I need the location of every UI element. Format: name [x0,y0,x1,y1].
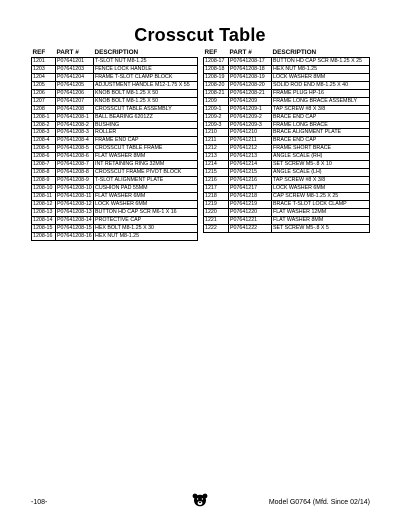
part-number-cell: P07641208-8 [56,169,94,177]
ref-cell: 1207 [32,97,56,105]
part-number-cell: P07641219 [229,200,272,208]
description-cell: ANGLE SCALE (RH) [272,153,370,161]
part-number-cell: P07641222 [229,224,272,232]
header-row [32,49,198,58]
table-row [32,89,198,97]
description-cell: FLAT WASHER 8MM [94,153,198,161]
table-row [204,113,370,121]
table-row [32,177,198,185]
ref-cell: 1208-4 [32,137,56,145]
table-row [32,153,198,161]
table-row [32,58,198,66]
description-cell: FLAT WASHER 6MM [94,192,198,200]
description-cell: CUSHION PAD 55MM [94,185,198,193]
description-cell: FENCE LOCK HANDLE [94,65,198,73]
description-header: DESCRIPTION [272,49,317,56]
description-cell: INT RETAINING RING 32MM [94,161,198,169]
ref-cell: 1208-9 [32,177,56,185]
part-number-cell: P07641206 [56,89,94,97]
part-number-cell: P07641208-21 [229,89,272,97]
part-number-cell: P07641208-19 [229,73,272,81]
description-cell: SET SCREW M5-.8 X 10 [272,161,370,169]
description-header: DESCRIPTION [94,49,139,56]
ref-cell: 1213 [204,153,229,161]
part-number-cell: P07641208-7 [56,161,94,169]
part-number-cell: P07641208-4 [56,137,94,145]
part-number-cell: P07641214 [229,161,272,169]
ref-cell: 1211 [204,137,229,145]
ref-header: REF [32,49,46,56]
description-cell: CROSSCUT FRAME PIVOT BLOCK [94,169,198,177]
description-cell: HEX NUT M8-1.25 [272,65,370,73]
table-row [32,121,198,129]
parts-table-right [203,49,370,233]
description-cell: ROLLER [94,129,198,137]
table-row [204,137,370,145]
description-cell: HEX NUT M8-1.25 [94,232,198,240]
table-row [204,73,370,81]
table-row [32,73,198,81]
part-number-cell: P07641204 [56,73,94,81]
ref-cell: 1208-13 [32,208,56,216]
ref-cell: 1209-2 [204,113,229,121]
table-row [204,129,370,137]
bear-head-logo-icon [192,493,208,507]
ref-cell: 1208-8 [32,169,56,177]
ref-cell: 1208-3 [32,129,56,137]
description-cell: BALL BEARING 6201ZZ [94,113,198,121]
part-number-cell: P07641208-10 [57,185,92,192]
description-cell: FRAME LONG BRACE ASSEMBLY [272,97,370,105]
table-row [32,169,198,177]
ref-cell: 1208-12 [32,200,56,208]
table-row [204,145,370,153]
table-row [204,58,370,66]
table-row [32,216,198,224]
table-row [32,232,198,240]
table-row [204,153,370,161]
description-cell: LOCK WASHER 6MM [94,200,198,208]
ref-cell: 1220 [204,208,229,216]
ref-cell: 1209-3 [204,121,229,129]
ref-cell: 1208-19 [204,73,229,81]
part-number-cell: P07641208-5 [56,145,94,153]
part-number-cell: P07641215 [229,169,272,177]
description-cell: BUTTON HD CAP SCR M6-1 X 16 [94,208,198,216]
parts-list-left [32,58,198,241]
part-number-cell: P07641220 [229,208,272,216]
model-info: Model G0764 (Mfd. Since 02/14) [268,499,370,506]
ref-cell: 1208 [32,105,56,113]
table-row [204,97,370,105]
part-header: PART # [229,49,252,56]
table-row [32,97,198,105]
ref-cell: 1203 [32,65,56,73]
description-cell: BRACE END CAP [272,137,370,145]
description-cell: LOCK WASHER 8MM [272,73,370,81]
part-number-cell: P07641208-20 [229,81,272,89]
ref-cell: 1208-20 [204,81,229,89]
ref-cell: 1208-2 [32,121,56,129]
part-number-cell: P07641208-14 [57,216,92,223]
part-number-cell: P07641218 [229,192,272,200]
table-row [204,89,370,97]
table-row [204,224,370,232]
ref-cell: 1219 [204,200,229,208]
description-cell: FRAME SHORT BRACE [272,145,370,153]
ref-cell: 1209-1 [204,105,229,113]
table-row [32,208,198,216]
description-cell: FRAME PLUG HP-16 [272,89,370,97]
part-number-cell: P07641208-3 [56,129,94,137]
table-row [204,200,370,208]
part-number-cell: P07641221 [229,216,272,224]
ref-cell: 1208-1 [32,113,56,121]
part-number-cell: P07641208-13 [57,208,92,215]
ref-cell: 1201 [32,58,56,66]
part-number-cell: P07641209 [229,97,272,105]
description-cell: FRAME LONG BRACE [272,121,370,129]
ref-cell: 1208-10 [32,185,56,193]
description-cell: PROTECTIVE CAP [94,216,198,224]
description-cell: CROSSCUT TABLE ASSEMBLY [94,105,198,113]
part-number-cell: P07641203 [56,65,94,73]
description-cell: CAP SCREW M8-1.25 X 25 [272,192,370,200]
description-cell: BUTTON HD CAP SCR M8-1.25 X 25 [272,58,370,66]
description-cell: LOCK WASHER 6MM [272,185,370,193]
table-row [204,65,370,73]
table-row [32,105,198,113]
description-cell: FLAT WASHER 12MM [272,208,370,216]
table-row [32,224,198,232]
part-number-cell: P07641217 [229,185,272,193]
description-cell: T-SLOT ALIGNMENT PLATE [94,177,198,185]
part-number-cell: P07641216 [229,177,272,185]
table-row [204,121,370,129]
part-number-cell: P07641208-9 [56,177,94,185]
table-row [204,185,370,193]
part-number-cell: P07641208-11 [56,192,94,200]
header-row [204,49,370,58]
table-row [204,169,370,177]
description-cell: FRAME END CAP [94,137,198,145]
description-cell: TAP SCREW #8 X 3/8 [272,177,370,185]
table-row [32,192,198,200]
part-number-cell: P07641209-2 [229,113,272,121]
description-cell: TAP SCREW #8 X 3/8 [272,105,370,113]
ref-cell: 1214 [204,161,229,169]
parts-table-left [31,49,198,241]
part-number-cell: P07641208-2 [56,121,94,129]
part-number-cell: P07641207 [56,97,94,105]
ref-cell: 1216 [204,177,229,185]
ref-cell: 1218 [204,192,229,200]
description-cell: BRACE T-SLOT LOCK CLAMP [272,200,370,208]
ref-cell: 1208-11 [32,192,56,200]
description-cell: KNOB BOLT M8-1.25 X 50 [94,97,198,105]
table-row [32,161,198,169]
ref-cell: 1209 [204,97,229,105]
part-header: PART # [56,49,79,56]
table-row [32,200,198,208]
ref-cell: 1221 [204,216,229,224]
ref-header: REF [204,49,218,56]
part-number-cell: P07641211 [229,137,272,145]
description-cell: KNOB BOLT M8-1.25 X 50 [94,89,198,97]
table-row [32,145,198,153]
description-cell: BUSHING [94,121,198,129]
ref-cell: 1208-6 [32,153,56,161]
part-number-cell: P07641201 [56,58,94,66]
ref-cell: 1208-15 [32,224,56,232]
parts-list-right [204,58,370,233]
description-cell: CROSSCUT TABLE FRAME [94,145,198,153]
part-number-cell: P07641208-18 [229,65,272,73]
page-number: -108- [31,499,48,506]
part-number-cell: P07641212 [229,145,272,153]
table-row [32,137,198,145]
part-number-cell: P07641208-1 [56,113,94,121]
table-row [204,192,370,200]
table-row [204,81,370,89]
table-row [204,216,370,224]
part-number-cell: P07641208 [56,105,94,113]
table-row [204,161,370,169]
ref-cell: 1204 [32,73,56,81]
description-cell: ADJUSTMENT HANDLE M12-1.75 X 55 [94,81,198,89]
table-row [32,113,198,121]
ref-cell: 1212 [204,145,229,153]
description-cell: BRACE ALIGNMENT PLATE [272,129,370,137]
ref-cell: 1222 [204,224,229,232]
description-cell: SOLID ROD END M8-1.25 X 40 [272,81,370,89]
table-row [32,65,198,73]
part-number-cell: P07641208-16 [57,232,92,239]
ref-cell: 1208-17 [204,58,229,66]
description-cell: BRACE END CAP [272,113,370,121]
description-cell: HEX BOLT M8-1.25 X 30 [94,224,198,232]
ref-cell: 1208-14 [32,216,56,224]
ref-cell: 1208-21 [204,89,229,97]
part-number-cell: P07641208-15 [57,224,92,231]
part-number-cell: P07641208-17 [229,58,272,66]
ref-cell: 1206 [32,89,56,97]
table-row [204,177,370,185]
table-row [32,129,198,137]
page-title: Crosscut Table [134,25,266,45]
ref-cell: 1208-5 [32,145,56,153]
part-number-cell: P07641208-6 [56,153,94,161]
ref-cell: 1210 [204,129,229,137]
description-cell: ANGLE SCALE (LH) [272,169,370,177]
part-number-cell: P07641209-3 [229,121,272,129]
part-number-cell: P07641209-1 [229,105,272,113]
description-cell: FRAME T-SLOT CLAMP BLOCK [94,73,198,81]
description-cell: SET SCREW M5-.8 X 5 [272,224,370,232]
table-row [32,185,198,193]
ref-cell: 1208-18 [204,65,229,73]
table-row [204,208,370,216]
description-cell: T-SLOT NUT M8-1.25 [94,58,198,66]
ref-cell: 1208-16 [32,232,56,240]
description-cell: FLAT WASHER 8MM [272,216,370,224]
part-number-cell: P07641210 [229,129,272,137]
table-row [32,81,198,89]
part-number-cell: P07641213 [229,153,272,161]
table-row [204,105,370,113]
ref-cell: 1208-7 [32,161,56,169]
ref-cell: 1217 [204,185,229,193]
part-number-cell: P07641205 [56,81,94,89]
part-number-cell: P07641208-12 [57,200,92,207]
ref-cell: 1205 [32,81,56,89]
ref-cell: 1215 [204,169,229,177]
